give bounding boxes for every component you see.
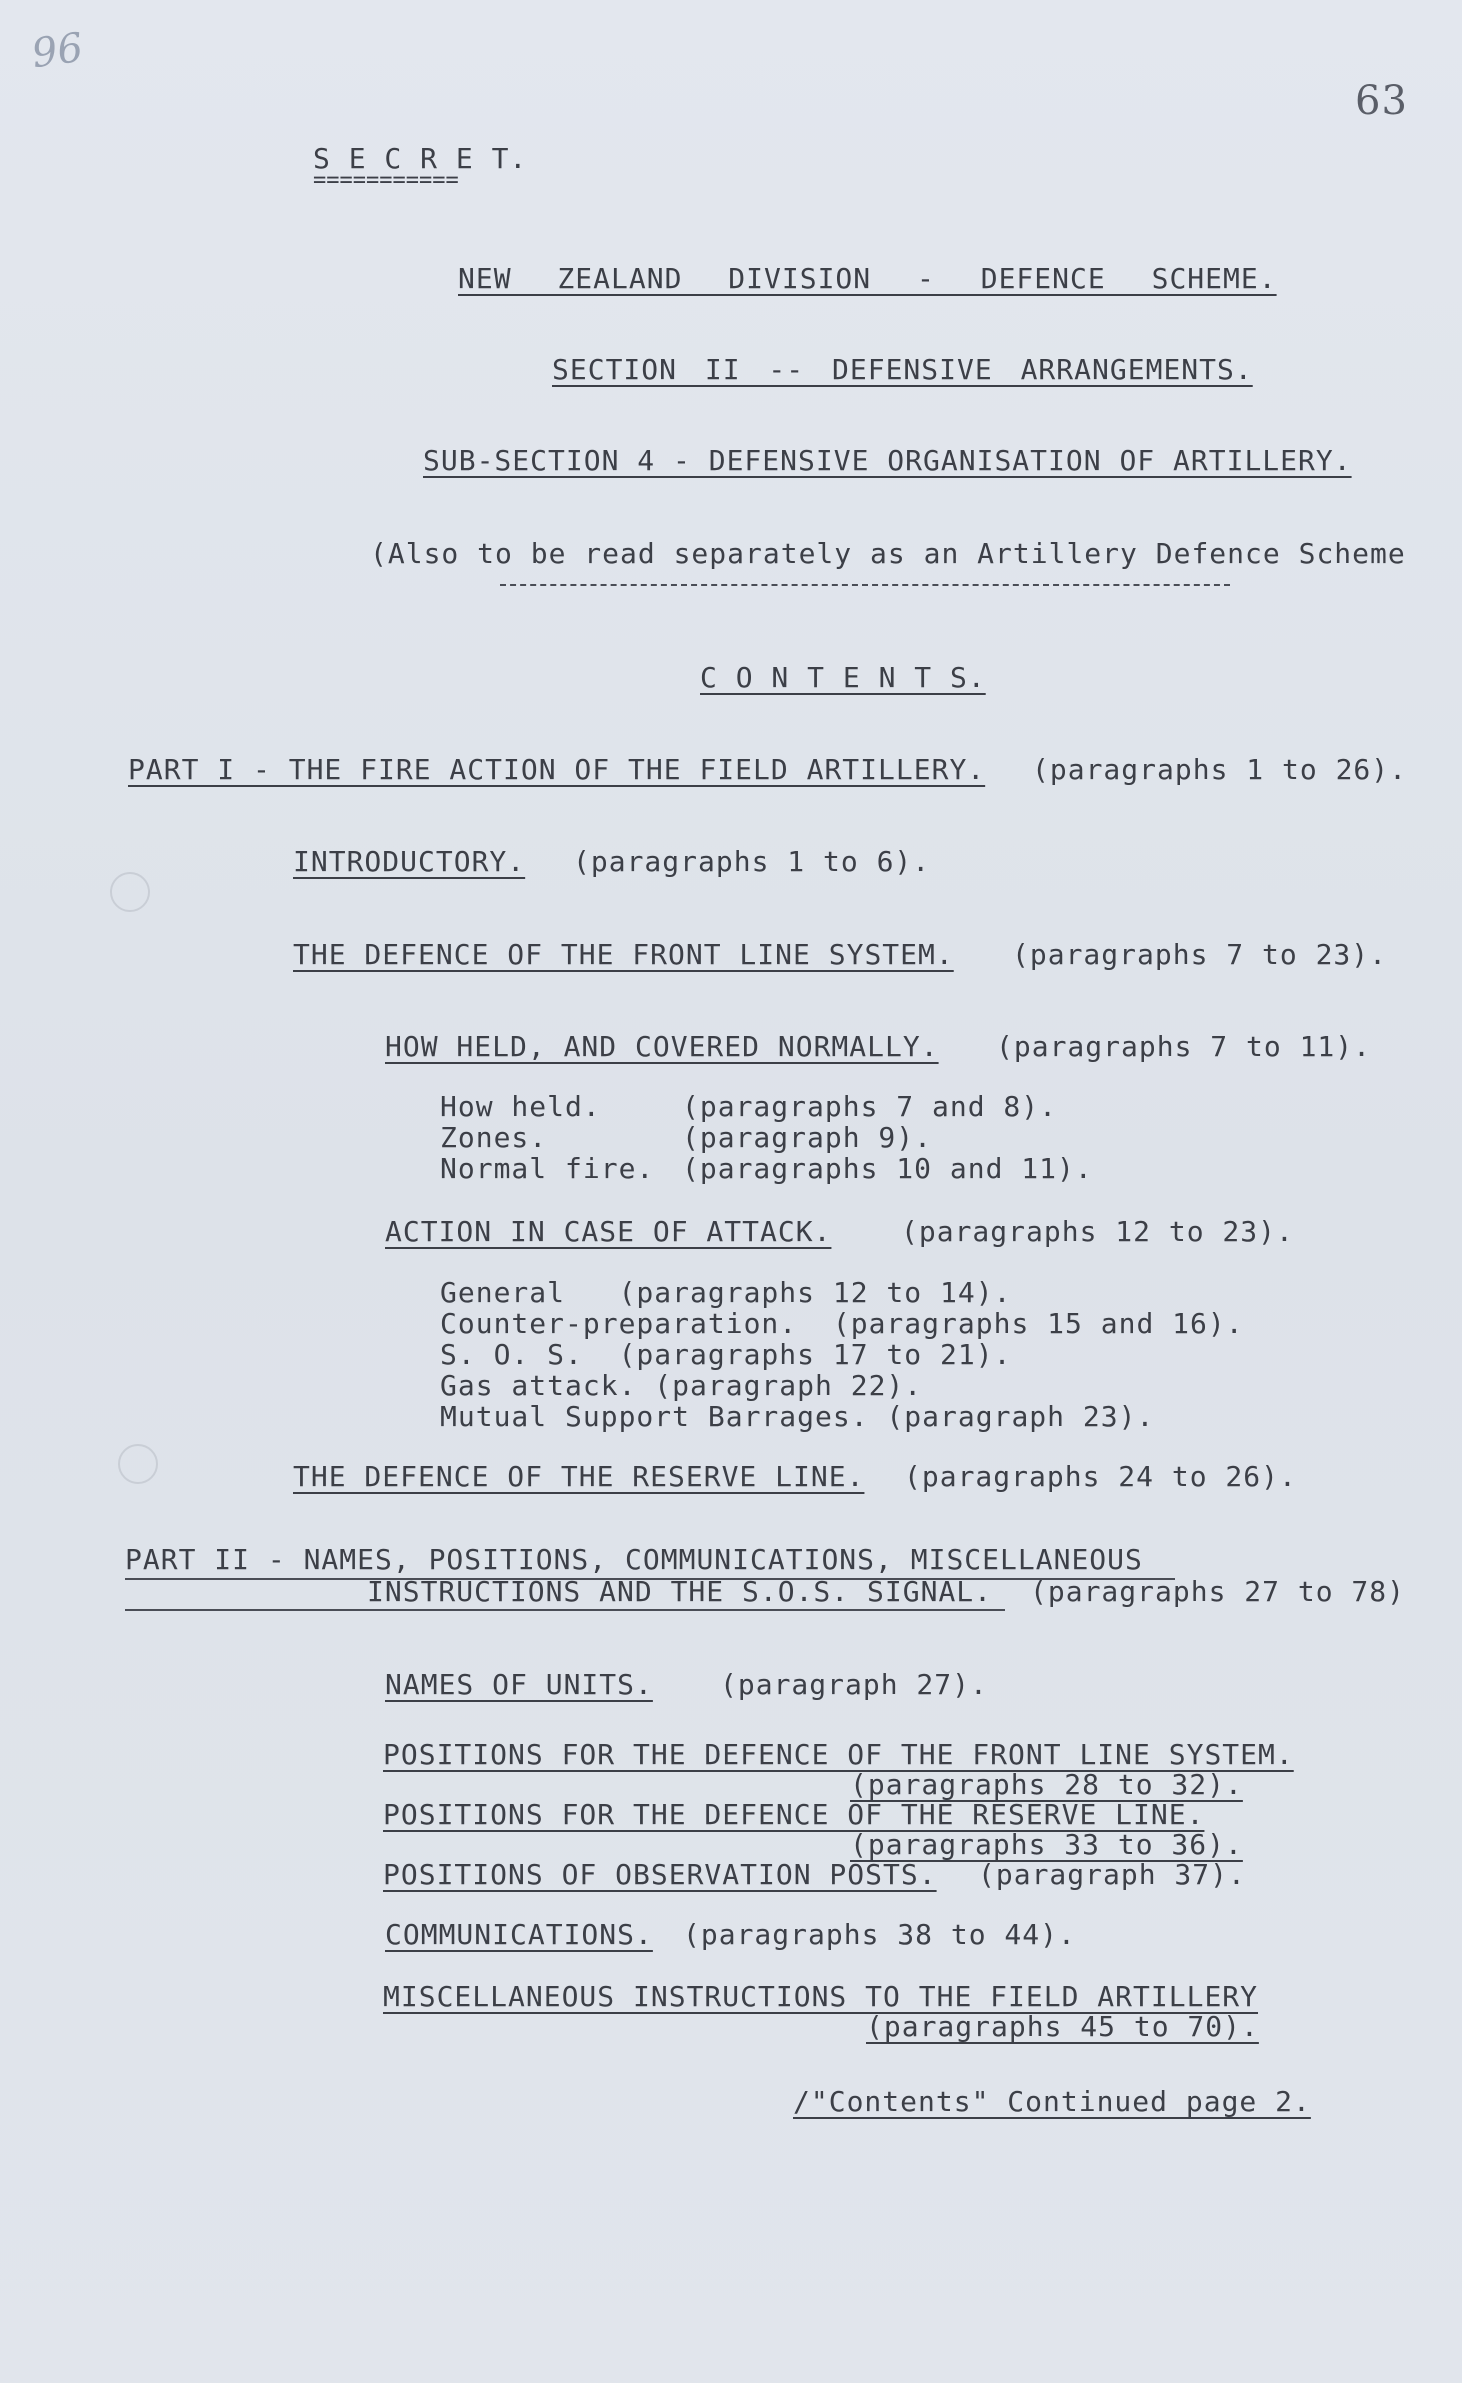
classification-label: S E C R E T. [313, 142, 528, 175]
pencil-annotation: 96 [29, 24, 86, 78]
how-held-item-label: How held. [440, 1090, 601, 1123]
names-ref: (paragraph 27). [720, 1668, 988, 1701]
communications-ref: (paragraphs 38 to 44). [683, 1918, 1076, 1951]
part-2-title-underline-2 [125, 1609, 1005, 1611]
part-2-title-line-1: PART II - NAMES, POSITIONS, COMMUNICATIONS, MISCELLANEOUS [125, 1543, 1143, 1576]
page-number: 63 [1355, 78, 1408, 124]
introductory-ref: (paragraphs 1 to 6). [573, 845, 931, 878]
attack-item: Counter-preparation. (paragraphs 15 and 16). [440, 1307, 1244, 1340]
names-title: NAMES OF UNITS. [385, 1668, 653, 1701]
attack-ref: (paragraphs 12 to 23). [901, 1215, 1294, 1248]
introductory-title: INTRODUCTORY. [293, 845, 526, 878]
how-held-title: HOW HELD, AND COVERED NORMALLY. [385, 1030, 939, 1063]
front-line-ref: (paragraphs 7 to 23). [1012, 938, 1388, 971]
communications-title: COMMUNICATIONS. [385, 1918, 653, 1951]
part-2-title-line-2: INSTRUCTIONS AND THE S.O.S. SIGNAL. [367, 1575, 993, 1608]
how-held-ref: (paragraphs 7 to 11). [996, 1030, 1372, 1063]
document-title: NEW ZEALAND DIVISION - DEFENCE SCHEME. [458, 262, 1277, 295]
positions-front-ref: (paragraphs 28 to 32). [850, 1768, 1243, 1801]
attack-item: Gas attack. (paragraph 22). [440, 1369, 923, 1402]
attack-title: ACTION IN CASE OF ATTACK. [385, 1215, 832, 1248]
how-held-item-label: Normal fire. [440, 1152, 655, 1185]
positions-reserve-title: POSITIONS FOR THE DEFENCE OF THE RESERVE LINE. [383, 1798, 1205, 1831]
attack-item: General (paragraphs 12 to 14). [440, 1276, 1012, 1309]
attack-item: S. O. S. (paragraphs 17 to 21). [440, 1338, 1012, 1371]
contents-heading: C O N T E N T S. [700, 661, 986, 694]
section-heading: SECTION II -- DEFENSIVE ARRANGEMENTS. [552, 353, 1253, 386]
punch-hole [110, 872, 150, 912]
part-1-ref: (paragraphs 1 to 26). [1032, 753, 1408, 786]
separate-reading-note: (Also to be read separately as an Artillery Defence Scheme [370, 537, 1406, 570]
reserve-line-title: THE DEFENCE OF THE RESERVE LINE. [293, 1460, 865, 1493]
positions-front-title: POSITIONS FOR THE DEFENCE OF THE FRONT LINE SYSTEM. [383, 1738, 1294, 1771]
part-2-ref: (paragraphs 27 to 78) [1030, 1575, 1406, 1608]
part-1-title: PART I - THE FIRE ACTION OF THE FIELD ARTILLERY. [128, 753, 986, 786]
note-dashed-rule [500, 584, 1230, 586]
punch-hole [118, 1444, 158, 1484]
subsection-heading: SUB-SECTION 4 - DEFENSIVE ORGANISATION OF ARTILLERY. [423, 444, 1352, 477]
positions-reserve-ref: (paragraphs 33 to 36). [850, 1828, 1243, 1861]
classification-rule: =========== [313, 168, 459, 193]
attack-item: Mutual Support Barrages. (paragraph 23). [440, 1400, 1155, 1433]
how-held-item-ref: (paragraphs 10 and 11). [682, 1152, 1093, 1185]
misc-ref: (paragraphs 45 to 70). [866, 2010, 1259, 2043]
misc-title: MISCELLANEOUS INSTRUCTIONS TO THE FIELD ARTILLERY [383, 1980, 1259, 2013]
reserve-line-ref: (paragraphs 24 to 26). [904, 1460, 1297, 1493]
how-held-item-ref: (paragraphs 7 and 8). [682, 1090, 1058, 1123]
how-held-item-label: Zones. [440, 1121, 548, 1154]
how-held-item-ref: (paragraph 9). [682, 1121, 933, 1154]
positions-obs-ref: (paragraph 37). [978, 1858, 1246, 1891]
contents-continued-note: /"Contents" Continued page 2. [793, 2085, 1311, 2118]
front-line-title: THE DEFENCE OF THE FRONT LINE SYSTEM. [293, 938, 954, 971]
positions-obs-title: POSITIONS OF OBSERVATION POSTS. [383, 1858, 937, 1891]
